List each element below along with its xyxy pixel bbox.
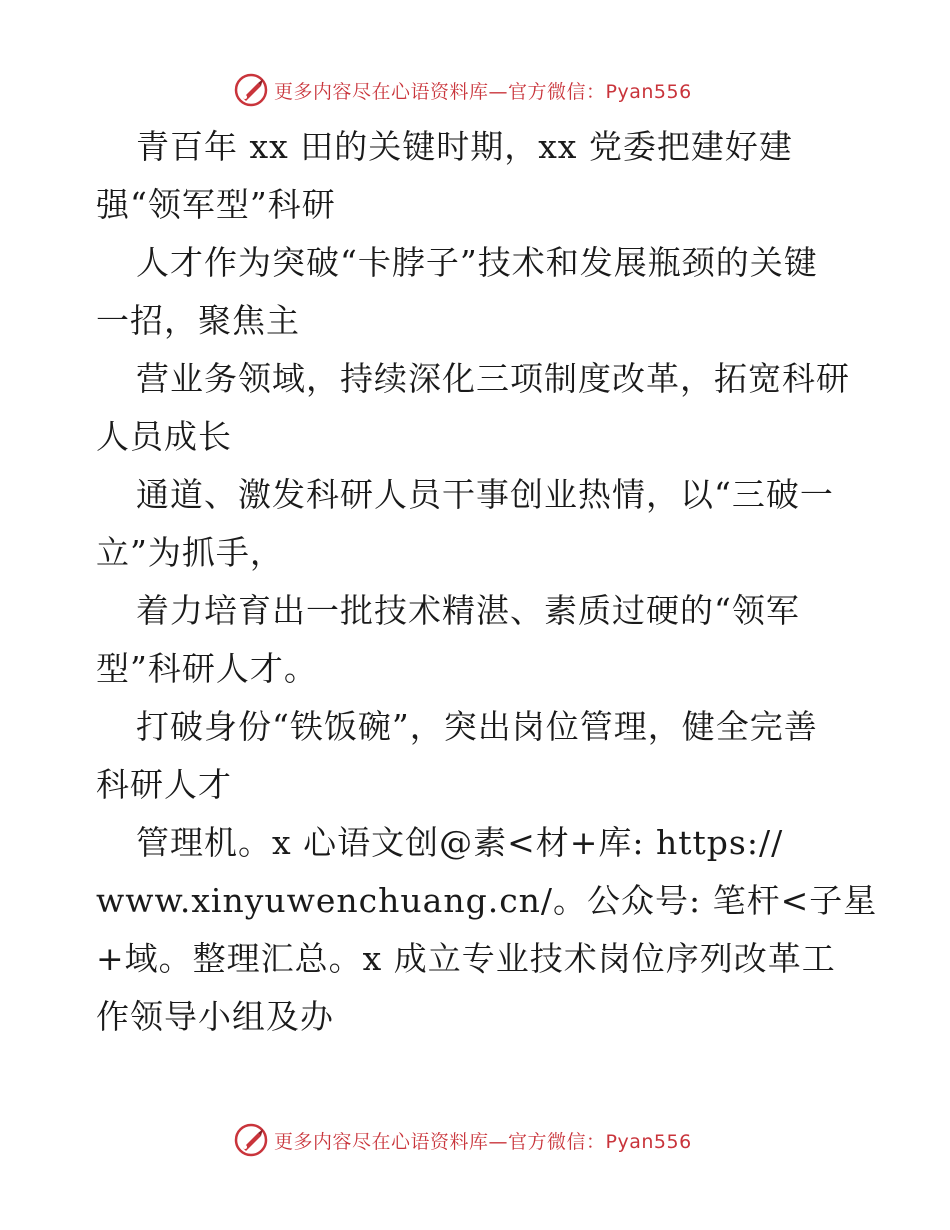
banner-main-text: 更多内容尽在心语资料库 (274, 80, 489, 103)
text-line: 一招，聚焦主 (96, 301, 300, 340)
text-line: 作领导小组及办 (96, 997, 334, 1036)
text-line: 营业务领域，持续深化三项制度改革，拓宽科研 (136, 359, 850, 398)
banner-text (274, 1127, 692, 1154)
text-line: +域。整理汇总。x 成立专业技术岗位序列改革工 (96, 939, 836, 978)
document-body (96, 118, 878, 1046)
quill-circle-logo-icon (234, 73, 268, 107)
text-line: 型”科研人才。 (96, 649, 318, 688)
banner-official-label: 官方微信： (508, 80, 606, 103)
text-line: 人才作为突破“卡脖子”技术和发展瓶颈的关键 (136, 243, 818, 282)
banner-text (274, 77, 692, 104)
text-line: 科研人才 (96, 765, 232, 804)
banner-wechat-id: Pyan556 (605, 1130, 692, 1153)
banner-separator: — (488, 80, 509, 103)
banner-separator: — (488, 1130, 509, 1153)
text-line: 青百年 xx 田的关键时期，xx 党委把建好建 (136, 127, 793, 166)
banner-official-label: 官方微信： (508, 1130, 606, 1153)
text-line: 人员成长 (96, 417, 232, 456)
header-banner (234, 70, 692, 110)
text-line: 打破身份“铁饭碗”，突出岗位管理，健全完善 (136, 707, 818, 746)
banner-main-text: 更多内容尽在心语资料库 (274, 1130, 489, 1153)
text-line: www.xinyuwenchuang.cn/。公众号: 笔杆<子星 (96, 881, 878, 920)
quill-circle-logo-icon (234, 1123, 268, 1157)
text-line: 强“领军型”科研 (96, 185, 336, 224)
text-line: 立”为抓手， (96, 533, 284, 572)
text-line: 着力培育出一批技术精湛、素质过硬的“领军 (136, 591, 800, 630)
banner-wechat-id: Pyan556 (605, 80, 692, 103)
text-line: 通道、激发科研人员干事创业热情，以“三破一 (136, 475, 834, 514)
text-line: 管理机。x 心语文创@素<材+库: https:// (136, 823, 784, 862)
footer-banner (234, 1120, 692, 1160)
